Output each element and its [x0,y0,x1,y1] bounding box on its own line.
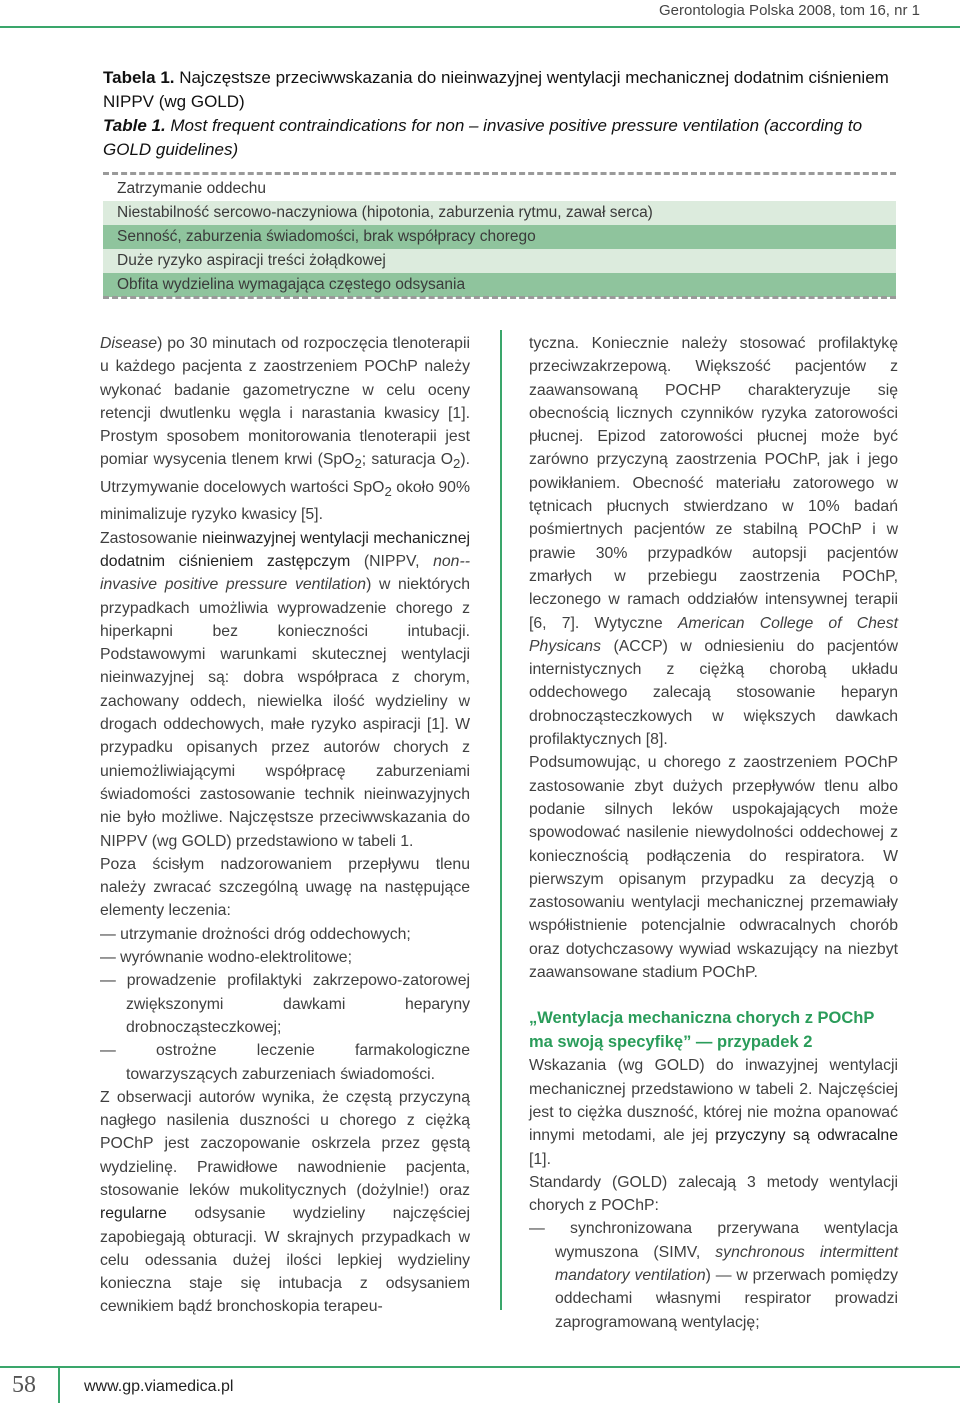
caption-pl [103,66,903,114]
text: [1]. [529,1150,551,1168]
text: odsysanie wydzieliny najczęściej zapobiegają obturacji. W skrajnych przypadkach w celu odessania dużej ilości lepkiej wydzieliny konieczna staje się intubacja z odsysaniem cewnikiem bądź bronchoskopia terapeu- [100,1205,470,1316]
subscript: 2 [384,484,392,500]
subscript: 2 [453,456,461,472]
table-row: Senność, zaburzenia świadomości, brak współpracy chorego [103,225,896,249]
list-item: — wyrównanie wodno-elektrolitowe; [100,949,352,967]
italic-term: synchronous intermittent mandatory ventilation [555,1243,898,1284]
list-item: — prowadzenie profilaktyki zakrzepowo-zatorowej zwiększonymi dawkami heparyny drobnocząsteczkowej; [100,972,470,1036]
left-paragraph-4 [100,1086,470,1319]
italic-term: American College of Chest Physicans [529,614,898,655]
list-item: — ostrożne leczenie farmakologiczne towarzyszących zaburzeniach świadomości. [100,1042,470,1083]
footer-divider [58,1366,60,1403]
caption-pl-label: Tabela 1. [103,68,175,87]
contraindications-table [103,175,896,299]
right-paragraph-1 [529,332,898,751]
caption-en-text: Most frequent contraindications for non – invasive positive pressure ventilation (according to GOLD guidelines) [103,116,863,159]
highlighted-term: przyczyny są odwracalne [715,1127,898,1145]
text: (ACCP) w odniesieniu do pacjentów internistycznych z ciężką chorobą układu oddechowego zalecają stosowanie heparyn drobnocząsteczkowych w większych dawkach profilaktycznych [8]. [529,637,898,749]
table-row: Niestabilność sercowo-naczyniowa (hipotonia, zaburzenia rytmu, zawał serca) [103,201,896,225]
table-row: Duże ryzyko aspiracji treści żołądkowej [103,249,896,273]
caption-en [103,114,903,162]
list-item: — utrzymanie drożności dróg oddechowych; [100,925,411,943]
left-paragraph-3: Poza ścisłym nadzorowaniem przepływu tlenu należy zwracać szczególną uwagę na następujące elementy leczenia: [100,855,470,920]
text: Wskazania (wg GOLD) do inwazyjnej wentylacji mechanicznej przedstawiono w tabeli 2. Najczęściej jest to ciężka duszność, której nie można opanować innymi metodami, ale jej [529,1057,898,1145]
right-column [529,332,898,1334]
section-heading: „Wentylacja mechaniczna chorych z POChP ma swoją specyfikę” — przypadek 2 [529,1009,875,1052]
left-column [100,332,470,1319]
text: ; saturacja O [361,451,453,469]
text: ) po 30 minutach od rozpoczęcia tlenoterapii u każdego pacjenta z zaostrzeniem POChP należy wykonać badanie gazometryczne w celu oceny retencji dwutlenku węgla i narastania kwasicy [1]. Prostym sposobem monitorowania tlenoterapii jest pomiar wysycenia tlenem krwi (SpO [100,335,470,469]
italic-term: non--invasive positive pressure ventilation [100,552,470,594]
text: (NIPPV, [350,552,434,570]
header-rule [0,26,960,28]
text: Z obserwacji autorów wynika, że częstą przyczyną nagłego nasilenia duszności u chorego z ciężką POChP jest zaczopowanie oskrzela przez gęstą wydzielinę. Prawidłowe nawodnienie pacjenta, stosowanie leków mukolitycznych (dożylnie!) oraz [100,1088,470,1199]
list-item [529,1217,898,1333]
subscript: 2 [354,456,362,472]
footer-url: www.gp.viamedica.pl [84,1378,234,1395]
right-paragraph-4: Standardy (GOLD) zalecają 3 metody wentylacji chorych z POChP: [529,1173,898,1215]
right-paragraph-3 [529,1054,898,1170]
text: Zastosowanie [100,529,202,547]
table-caption [103,66,903,162]
highlighted-term: nieinwazyjnej wentylacji mechanicznej dodatnim ciśnieniem zastępczym [100,529,470,570]
italic-term: Disease [100,335,158,352]
caption-en-label: Table 1. [103,116,166,135]
table-bottom-border [103,296,896,299]
right-paragraph-2: Podsumowując, u chorego z zaostrzeniem POChP zastosowanie zbyt dużych przepływów tlenu albo podanie silnych leków uspokajających może spowodować nasilenie niewydolności oddechowej z koniecznością podłączenia do respiratora. W pierwszym opisanym przypadku za decyzją o zastosowaniu wentylacji mechanicznej przemawiały współistnienie potencjalnie odwracalnych chorób oraz dotychczasowy wywiad wskazujący na niezbyt zaawansowane stadium POChP. [529,754,898,982]
table-row: Zatrzymanie oddechu [103,177,896,201]
text: około 90% minimalizuje ryzyko kwasicy [5]. [100,478,470,524]
text: ) — w przerwach pomiędzy oddechami własnymi respirator prowadzi zaprogramowaną wentylację; [555,1266,898,1331]
text: tyczna. Koniecznie należy stosować profilaktykę przeciwzakrzepową. Większość pacjentów z zaawansowaną POCHP charakteryzuje się obecnością licznych czynników ryzyka zatorowości płucnej. Epizod zatorowości płucnej może być zarówno przyczyną zaostrzenia POChP, jak i jego powikłaniem. Obecność materiału zatorowego w tętnicach płucnych stwierdzano w 10% badań pośmiertnych pacjentów ze stabilną POChP i w prawie 30% przypadków autopsji pacjentów zmarłych w przebiegu zaostrzenia POChP, leczonego w ramach oddziałów intensywnej terapii [6, 7]. Wytyczne [529,335,898,632]
text: ) w niektórych przypadkach umożliwia wyprowadzenie chorego z hiperkapni bez konieczności intubacji. Podstawowymi warunkami skutecznej wentylacji nieinwazyjnej są: dobra współpraca z chorym, zachowany oddech, niewielka ilość wydzieliny w drogach oddechowych, małe ryzyko aspiracji [1]. W przypadku opisanych przez autorów chorych z uniemożliwiającymi współpracę zaburzeniami świadomości zastosowanie technik nieinwazyjnych nie było możliwe. Najczęstsze przeciwwskazania do NIPPV (wg GOLD) przedstawiono w tabeli 1. [100,576,470,850]
table-row: Obfita wydzielina wymagająca częstego odsysania [103,273,896,297]
page-number: 58 [12,1372,36,1398]
highlighted-term: regularne [100,1205,167,1223]
footer-rule [0,1366,960,1368]
caption-pl-text: Najczęstsze przeciwwskazania do nieinwazyjnej wentylacji mechanicznej dodatnim ciśnieniem NIPPV (wg GOLD) [103,68,889,111]
text: ). Utrzymywanie docelowych wartości SpO [100,451,470,496]
text: — synchronizowana przerywana wentylacja wymuszona (SIMV, [529,1220,898,1261]
left-paragraph-2 [100,527,470,853]
journal-header: Gerontologia Polska 2008, tom 16, nr 1 [659,2,920,19]
column-divider [500,330,502,1310]
left-paragraph-1 [100,332,470,527]
